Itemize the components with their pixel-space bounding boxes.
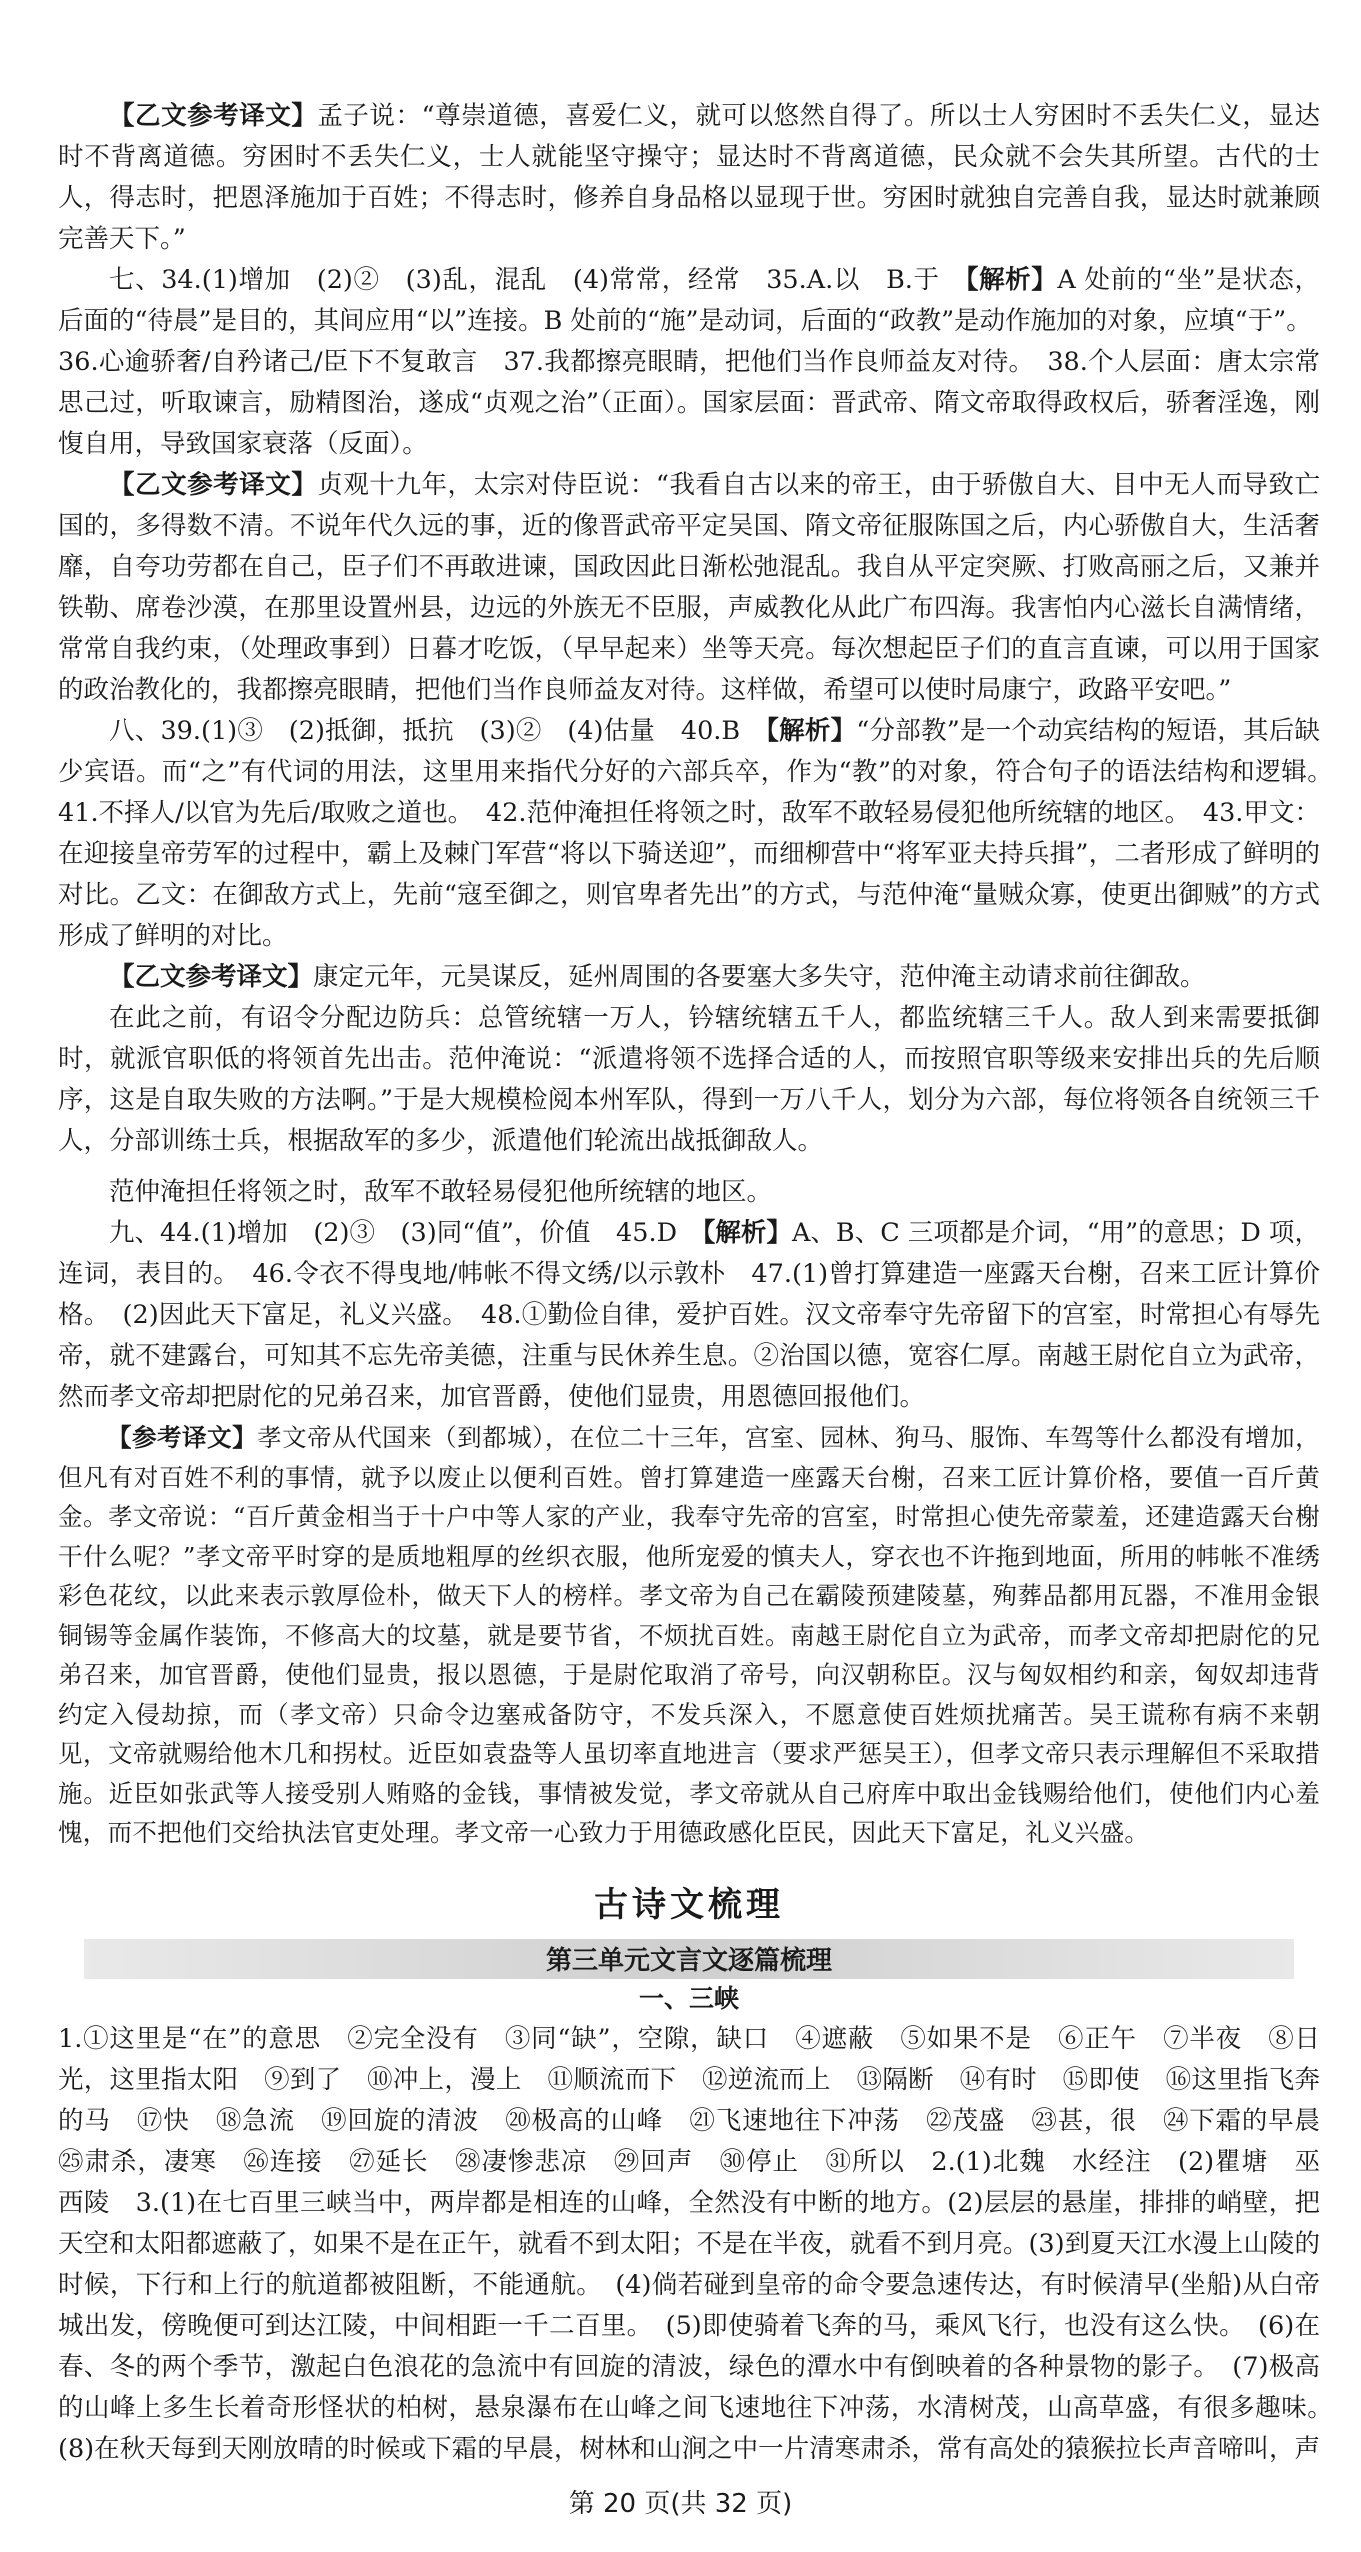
- translation-text: 在此之前，有诏令分配边防兵：总管统辖一万人，钤辖统辖五千人，都监统辖三千人。敌人到来需要抵御时，就派官职低的将领首先出击。范仲淹说：“派遣将领不选择合适的人，而按照官职等级来安排出兵的先后顺序，这是自取失败的方法啊。”于是大规模检阅本州军队，得到一万八千人，划分为六部，每位将领各自统领三千人，分部训练士兵，根据敌军的多少，派遣他们轮流出战抵御敌人。: [58, 1003, 1320, 1156]
- answer-text: A 处前的“坐”是状态，后面的“待晨”是目的，其间应用“以”连接。B 处前的“施”是动词，后面的“政教”是动作施加的对象，应填“于”。: [58, 265, 1320, 336]
- answer-section-7-cont: [58, 342, 1320, 465]
- answer-text: 1.①这里是“在”的意思 ②完全没有 ③同“缺”，空隙，缺口 ④遮蔽 ⑤如果不是 ⑥正午 ⑦半夜 ⑧日光，这里指太阳 ⑨到了 ⑩冲上，漫上 ⑪顺流而下 ⑫逆流而上 ⑬隔断 ⑭有时 ⑮即使 ⑯这里指飞奔的马 ⑰快 ⑱急流 ⑲回旋的清波 ⑳极高的山峰 ㉑飞速地往下冲荡 ㉒茂盛 ㉓甚，很 ㉔下霜的早晨 ㉕肃杀，凄寒 ㉖连接 ㉗延长 ㉘凄惨悲凉 ㉙回声 ㉚停止 ㉛所以 2.(1)北魏 水经注 (2)瞿塘 巫 西陵 3.(1)在七百里三峡当中，两岸都是相连的山峰，全然没有中断的地方。(2)层层的悬崖，排排的峭壁，把天空和太阳都遮蔽了，如果不是在正午，就看不到太阳；不是在半夜，就看不到月亮。(3)到夏天江水漫上山陵的时候，下行和上行的航道都被阻断，不能通航。 (4)倘若碰到皇帝的命令要急速传达，有时候清早(坐船)从白帝城出发，傍晚便可到达江陵，中间相距一千二百里。 (5)即使骑着飞奔的马，乘风飞行，也没有这么快。 (6)在春、冬的两个季节，激起白色浪花的急流中有回旋的清波，绿色的潭水中有倒映着的各种景物的影子。 (7)极高的山峰上多生长着奇形怪状的柏树，悬泉瀑布在山峰之间飞速地往下冲荡，水清树茂，山高草盛，有很多趣味。 (8)在秋天每到天刚放晴的时候或下霜的早晨，树林和山涧之中一片清寒肃杀，常有高处的猿猴拉长声音啼叫，声: [58, 2023, 1320, 2464]
- answer-text: 九、44.(1)增加 (2)③ (3)同“值”，价值 45.D: [109, 1218, 703, 1248]
- sanxia-answers: [58, 2019, 1320, 2477]
- translation-paragraph: [58, 998, 1320, 1162]
- unit-title: 第三单元文言文逐篇梳理: [545, 1946, 832, 1976]
- translation-label: 【 参考译文 】: [107, 1423, 257, 1452]
- answer-text: 七、34.(1)增加 (2)② (3)乱，混乱 (4)常常，经常 35.A.以 B.于: [109, 265, 966, 295]
- analysis-label: 【 解析 】: [766, 716, 856, 746]
- answer-section-8: [58, 711, 1320, 957]
- unit-banner: [84, 1939, 1294, 1979]
- answer-section-7: [58, 260, 1320, 342]
- yiwen-translation-mencius: [58, 96, 1320, 260]
- answer-text: 八、39.(1)③ (2)抵御，抵抗 (3)② (4)估量 40.B: [109, 716, 767, 746]
- translation-paragraph: [58, 1172, 1320, 1213]
- translation-label: 【 乙文参考译文 】: [109, 470, 317, 500]
- analysis-label: 【 解析 】: [703, 1218, 792, 1248]
- yiwen-translation-fan: [58, 957, 1320, 998]
- answer-section-9: [58, 1213, 1320, 1418]
- translation-label: 【 乙文参考译文 】: [109, 962, 313, 992]
- answer-text: 36.心逾骄奢/自矜诸己/臣下不复敢言 37.我都擦亮眼睛，把他们当作良师益友对待。 38.个人层面：唐太宗常思己过，听取谏言，励精图治，遂成“贞观之治”（正面）。国家层面：晋武帝、隋文帝取得政权后，骄奢淫逸，刚愎自用，导致国家衰落（反面）。: [58, 347, 1320, 459]
- translation-text: 孝文帝从代国来（到都城），在位二十三年，宫室、园林、狗马、服饰、车驾等什么都没有增加，但凡有对百姓不利的事情，就予以废止以便利百姓。曾打算建造一座露天台榭，召来工匠计算价格，要值一百斤黄金。孝文帝说：“百斤黄金相当于十户中等人家的产业，我奉守先帝的宫室，时常担心使先帝蒙羞，还建造露天台榭干什么呢？”孝文帝平时穿的是质地粗厚的丝织衣服，他所宠爱的慎夫人，穿衣也不许拖到地面，所用的帏帐不准绣彩色花纹，以此来表示敦厚俭朴，做天下人的榜样。孝文帝为自己在霸陵预建陵墓，殉葬品都用瓦器，不准用金银铜锡等金属作装饰，不修高大的坟墓，就是要节省，不烦扰百姓。南越王尉佗自立为武帝，而孝文帝却把尉佗的兄弟召来，加官晋爵，使他们显贵，报以恩德，于是尉佗取消了帝号，向汉朝称臣。汉与匈奴相约和亲，匈奴却违背约定入侵劫掠，而（孝文帝）只命令边塞戒备防守，不发兵深入，不愿意使百姓烦扰痛苦。吴王谎称有病不来朝见，文帝就赐给他木几和拐杖。近臣如袁盎等人虽切率直地进言（要求严惩吴王），但孝文帝只表示理解但不采取措施。近臣如张武等人接受别人贿赂的金钱，事情被发觉，孝文帝就从自己府库中取出金钱赐给他们，使他们内心羞愧，而不把他们交给执法官吏处理。孝文帝一心致力于用德政感化臣民，因此天下富足，礼义兴盛。: [58, 1423, 1320, 1847]
- translation-label: 【 乙文参考译文 】: [109, 101, 317, 131]
- page-number: 第 20 页(共 32 页): [568, 2489, 793, 2519]
- answer-text: “分部教”是一个动宾结构的短语，其后缺少宾语。而“之”有代词的用法，这里用来指代分好的六部兵卒，作为“教”的对象，符合句子的语法结构和逻辑。 41.不择人/以官为先后/取败之道也。 42.范仲淹担任将领之时，敌军不敢轻易侵犯他所统辖的地区。 43.甲文：在迎接皇帝劳军的过程中，霸上及棘门军营“将以下骑送迎”，而细柳营中“将军亚夫持兵揖”，二者形成了鲜明的对比。乙文：在御敌方式上，先前“寇至御之，则官卑者先出”的方式，与范仲淹“量贼众寡，使更出御贼”的方式形成了鲜明的对比。: [58, 716, 1320, 951]
- yiwen-translation-zhenguan: [58, 465, 1320, 711]
- translation-text: 孟子说：“尊崇道德，喜爱仁义，就可以悠然自得了。所以士人穷困时不丢失仁义，显达时不背离道德。穷困时不丢失仁义，士人就能坚守操守；显达时不背离道德，民众就不会失其所望。古代的士人，得志时，把恩泽施加于百姓；不得志时，修养自身品格以显现于世。穷困时就独自完善自我，显达时就兼顾完善天下。”: [58, 101, 1320, 254]
- reference-translation-wendi: [58, 1418, 1320, 1853]
- translation-text: 康定元年，元昊谋反，延州周围的各要塞大多失守，范仲淹主动请求前往御敌。: [313, 962, 1206, 992]
- spacer: [58, 1162, 1320, 1172]
- answer-text: A、B、C 三项都是介词，“用”的意思；D 项，连词，表目的。 46.令衣不得曳地/帏帐不得文绣/以示敦朴 47.(1)曾打算建造一座露天台榭，召来工匠计算价格。 (2)因此天下富足，礼义兴盛。 48.①勤俭自律，爱护百姓。汉文帝奉守先帝留下的宫室，时常担心有辱先帝，就不建露台，可知其不忘先帝美德，注重与民休养生息。②治国以德，宽容仁厚。南越王尉佗自立为武帝，然而孝文帝却把尉佗的兄弟召来，加官晋爵，使他们显贵，用恩德回报他们。: [58, 1218, 1320, 1412]
- analysis-label: 【 解析 】: [966, 265, 1058, 295]
- translation-text: 范仲淹担任将领之时，敌军不敢轻易侵犯他所统辖的地区。: [109, 1177, 773, 1207]
- translation-text: 贞观十九年，太宗对侍臣说：“我看自古以来的帝王，由于骄傲自大、目中无人而导致亡国的，多得数不清。不说年代久远的事，近的像晋武帝平定吴国、隋文帝征服陈国之后，内心骄傲自大，生活奢靡，自夸功劳都在自己，臣子们不再敢进谏，国政因此日渐松弛混乱。我自从平定突厥、打败高丽之后，又兼并铁勒、席卷沙漠，在那里设置州县，边远的外族无不臣服，声威教化从此广布四海。我害怕内心滋长自满情绪，常常自我约束，（处理政事到）日暮才吃饭，（早早起来）坐等天亮。每次想起臣子们的直言直谏，可以用于国家的政治教化的，我都擦亮眼睛，把他们当作良师益友对待。这样做，希望可以使时局康宁，政路平安吧。”: [58, 470, 1320, 705]
- page-content: [58, 96, 1320, 2476]
- lesson-title: 一、三峡: [638, 1983, 739, 2013]
- section-title: 古诗文梳理: [594, 1884, 784, 1925]
